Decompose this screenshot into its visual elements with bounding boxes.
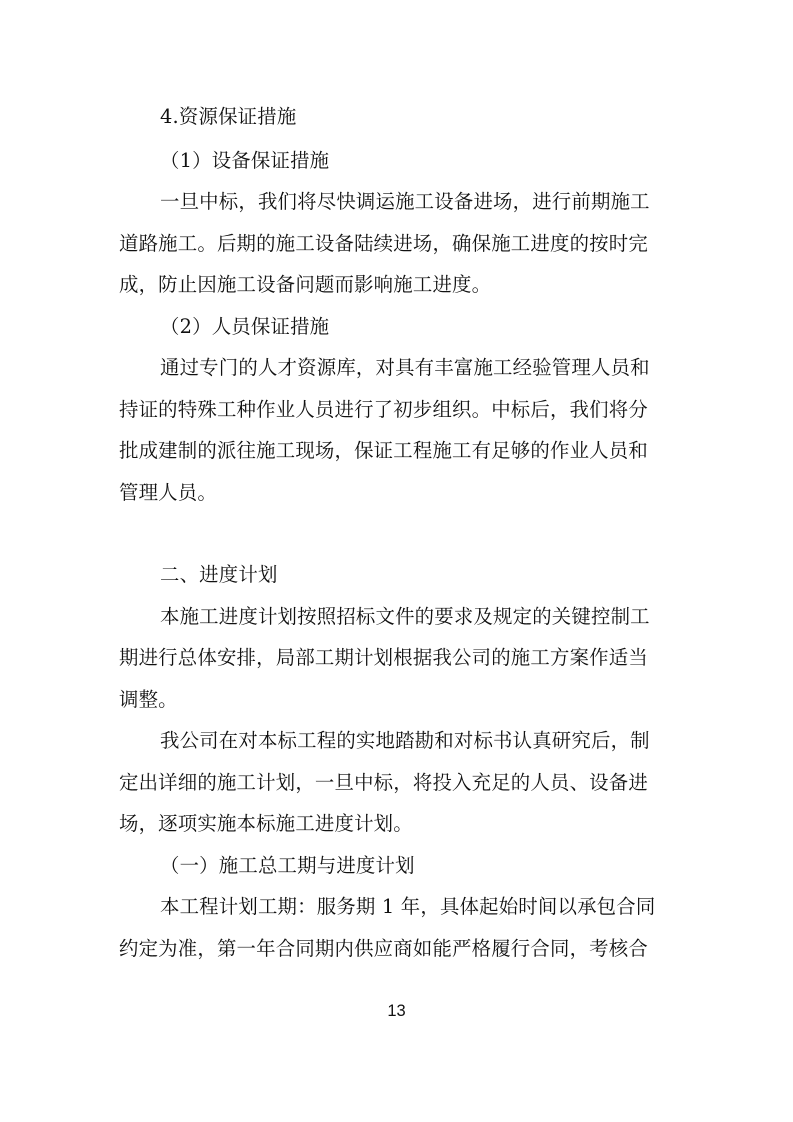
paragraph-line: 定出详细的施工计划，一旦中标，将投入充足的人员、设备进 <box>119 771 648 794</box>
section-heading-schedule-plan: 二、进度计划 <box>160 563 278 586</box>
paragraph-line: 我公司在对本标工程的实地踏勘和对标书认真研究后，制 <box>160 729 650 752</box>
subheading-equipment-guarantee: （1）设备保证措施 <box>160 149 330 172</box>
page-number: 13 <box>387 1002 406 1020</box>
section-heading-resource-guarantee: 4.资源保证措施 <box>160 105 297 128</box>
paragraph-line: 通过专门的人才资源库，对具有丰富施工经验管理人员和 <box>160 356 650 379</box>
paragraph-line: 一旦中标，我们将尽快调运施工设备进场，进行前期施工 <box>160 190 650 213</box>
paragraph-line: 场，逐项实施本标施工进度计划。 <box>119 812 413 835</box>
paragraph-line: 本工程计划工期：服务期 1 年，具体起始时间以承包合同 <box>160 895 656 918</box>
paragraph-line: 约定为准，第一年合同期内供应商如能严格履行合同，考核合 <box>119 937 648 960</box>
paragraph-line: 批成建制的派往施工现场，保证工程施工有足够的作业人员和 <box>119 439 648 462</box>
subheading-personnel-guarantee: （2）人员保证措施 <box>160 315 330 338</box>
paragraph-line: 调整。 <box>119 688 178 711</box>
paragraph-line: 道路施工。后期的施工设备陆续进场，确保施工进度的按时完 <box>119 232 648 255</box>
paragraph-line: 管理人员。 <box>119 481 217 504</box>
subheading-total-duration: （一）施工总工期与进度计划 <box>160 854 415 877</box>
paragraph-line: 成，防止因施工设备问题而影响施工进度。 <box>119 273 492 296</box>
paragraph-line: 本施工进度计划按照招标文件的要求及规定的关键控制工 <box>160 605 650 628</box>
paragraph-line: 持证的特殊工种作业人员进行了初步组织。中标后，我们将分 <box>119 398 648 421</box>
paragraph-line: 期进行总体安排，局部工期计划根据我公司的施工方案作适当 <box>119 646 648 669</box>
